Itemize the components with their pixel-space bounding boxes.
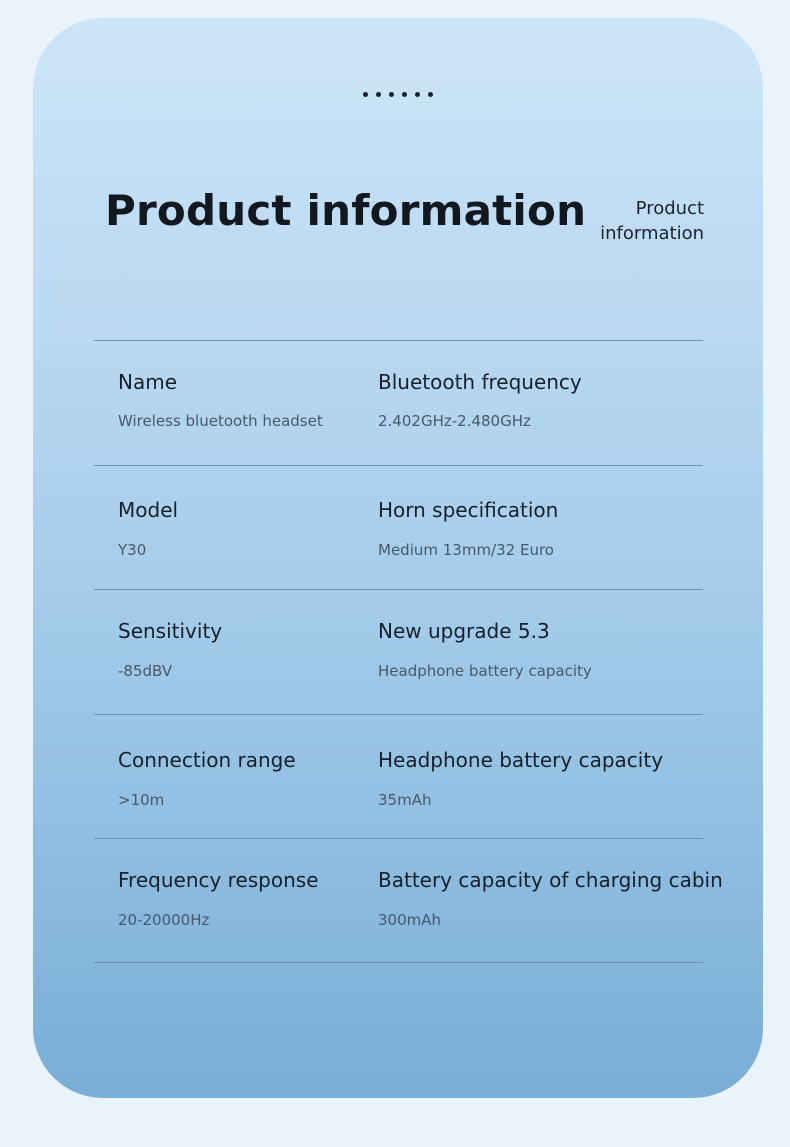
spec-value-bluetooth-frequency: 2.402GHz-2.480GHz — [378, 412, 531, 430]
divider — [94, 589, 703, 590]
dot-icon — [363, 92, 368, 97]
dot-icon — [428, 92, 433, 97]
spec-label-name: Name — [118, 370, 178, 394]
dot-icon — [415, 92, 420, 97]
dot-icon — [389, 92, 394, 97]
spec-value-name: Wireless bluetooth headset — [118, 412, 323, 430]
spec-label-new-upgrade: New upgrade 5.3 — [378, 619, 550, 643]
dot-icon — [376, 92, 381, 97]
dot-icon — [402, 92, 407, 97]
spec-value-model: Y30 — [118, 541, 147, 559]
spec-label-horn-specification: Horn specification — [378, 498, 559, 522]
divider — [94, 714, 703, 715]
side-title: Product information — [600, 198, 704, 244]
spec-value-frequency-response: 20-20000Hz — [118, 911, 210, 929]
spec-label-model: Model — [118, 498, 179, 522]
spec-label-connection-range: Connection range — [118, 748, 296, 772]
divider — [94, 838, 703, 839]
spec-value-horn-specification: Medium 13mm/32 Euro — [378, 541, 554, 559]
spec-label-headphone-battery: Headphone battery capacity — [378, 748, 664, 772]
spec-value-charging-cabin-battery: 300mAh — [378, 911, 442, 929]
divider — [94, 340, 703, 341]
spec-label-charging-cabin-battery: Battery capacity of charging cabin — [378, 868, 723, 892]
spec-value-sensitivity: -85dBV — [118, 662, 173, 680]
dots-ornament — [33, 92, 763, 97]
spec-value-new-upgrade: Headphone battery capacity — [378, 662, 592, 680]
spec-label-frequency-response: Frequency response — [118, 868, 319, 892]
product-info-card — [33, 18, 763, 1098]
page-title: Product information — [105, 186, 587, 235]
spec-label-bluetooth-frequency: Bluetooth frequency — [378, 370, 582, 394]
spec-value-headphone-battery: 35mAh — [378, 791, 432, 809]
spec-label-sensitivity: Sensitivity — [118, 619, 223, 643]
divider — [94, 465, 703, 466]
spec-value-connection-range: >10m — [118, 791, 165, 809]
divider — [94, 962, 703, 963]
